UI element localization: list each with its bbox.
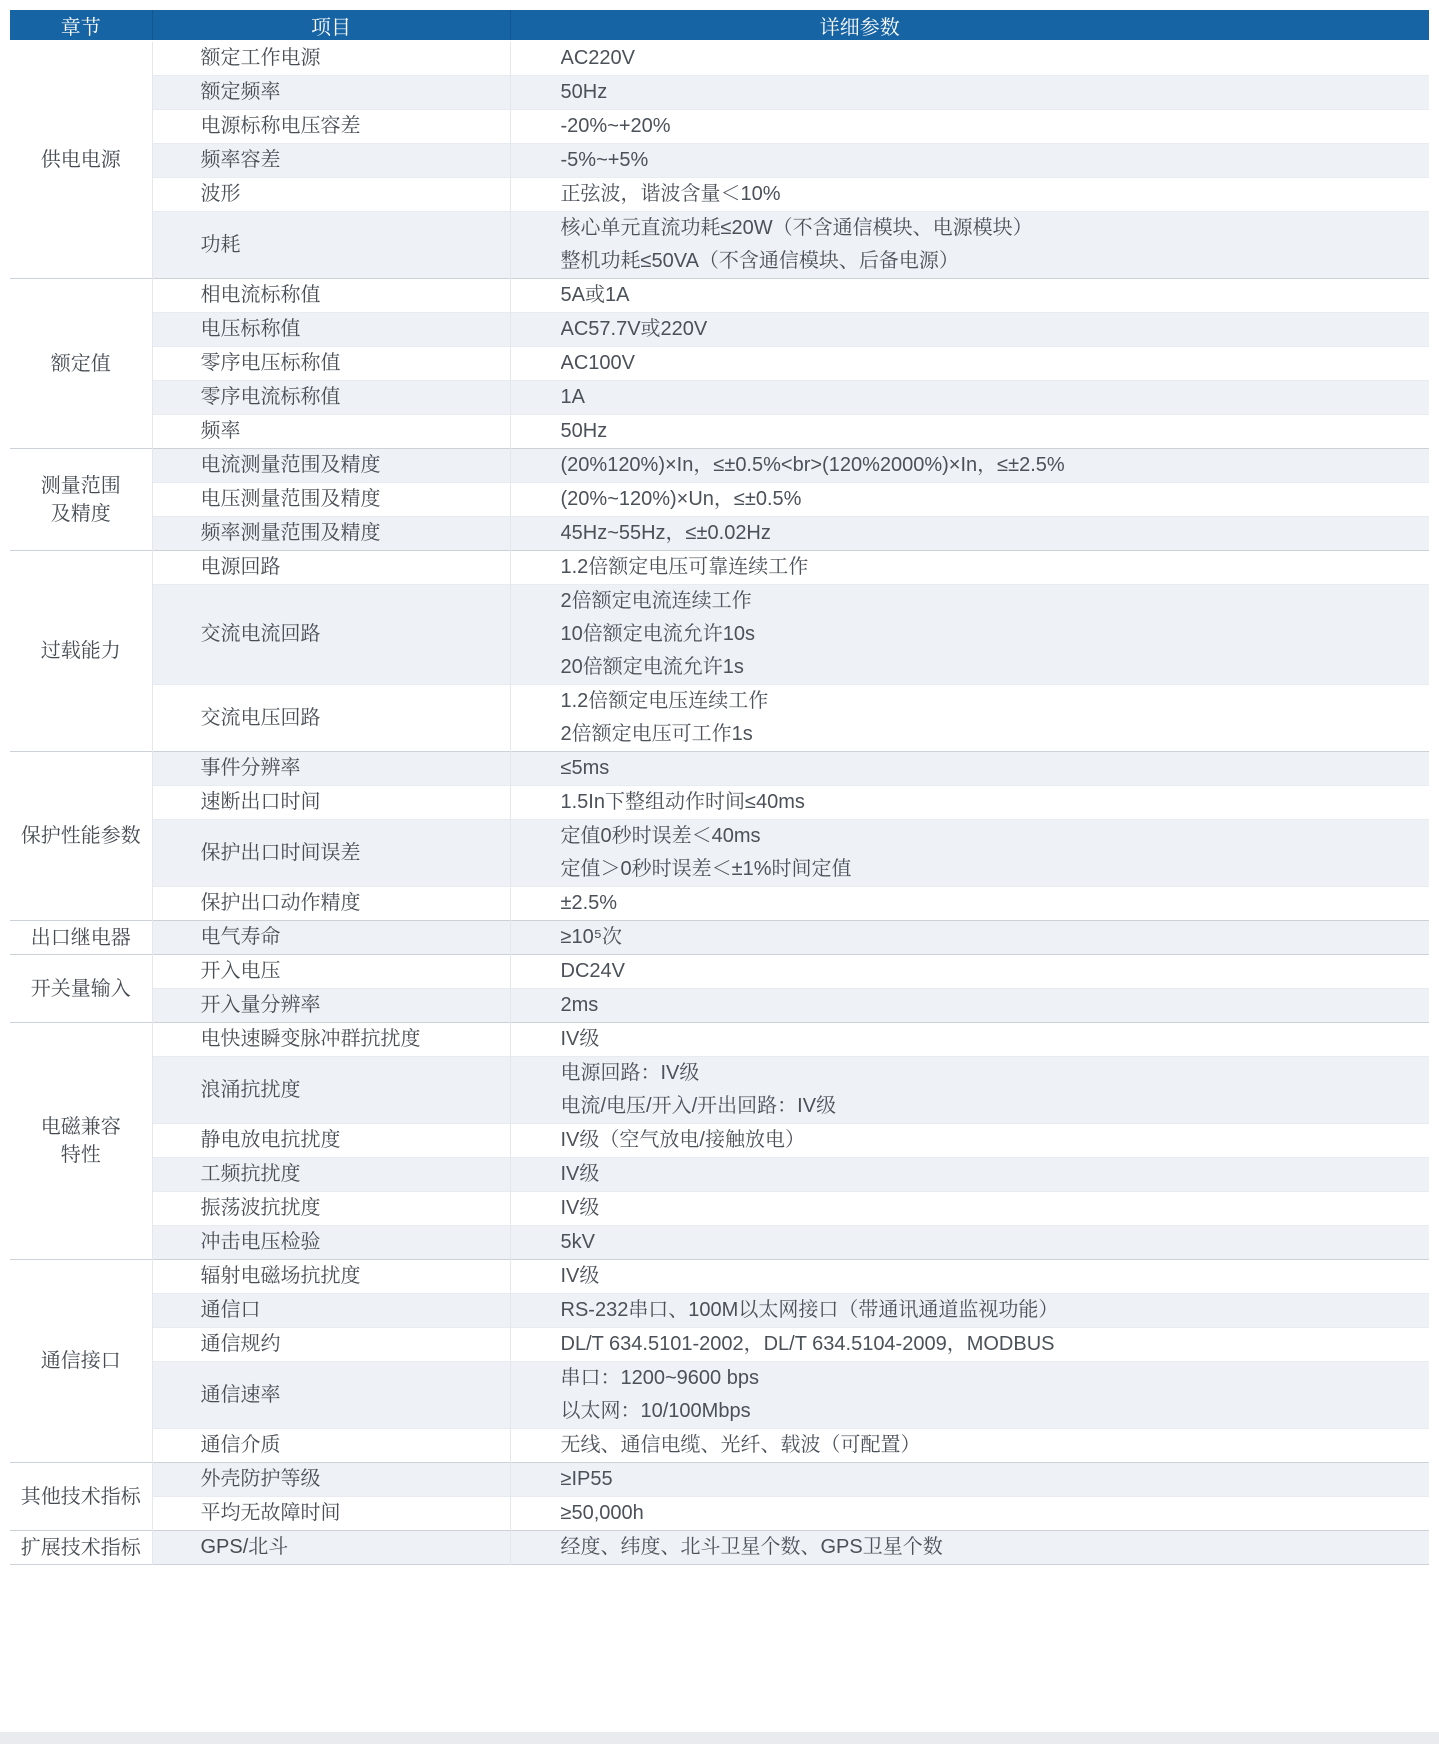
item-label: 辐射电磁场抗扰度 bbox=[200, 1265, 361, 1287]
detail-line: ≤5ms bbox=[560, 757, 610, 779]
section-cell bbox=[10, 921, 152, 955]
detail-cell bbox=[510, 279, 1429, 313]
item-label: 交流电压回路 bbox=[200, 706, 321, 729]
detail-cell bbox=[510, 483, 1429, 517]
item-label: 事件分辨率 bbox=[200, 757, 301, 779]
item-cell bbox=[152, 955, 510, 989]
item-label: 相电流标称值 bbox=[200, 284, 321, 306]
item-cell bbox=[152, 685, 510, 752]
detail-cell bbox=[510, 551, 1429, 585]
item-cell bbox=[152, 415, 510, 449]
item-label: 保护出口动作精度 bbox=[200, 892, 361, 914]
detail-line: ±2.5% bbox=[560, 892, 618, 914]
table-row bbox=[10, 1497, 1429, 1531]
detail-line: 1.5In下整组动作时间≤40ms bbox=[560, 791, 805, 813]
table-row bbox=[10, 1429, 1429, 1463]
item-label: 电压标称值 bbox=[200, 318, 301, 340]
table-row bbox=[10, 1057, 1429, 1124]
item-label: 外壳防护等级 bbox=[200, 1468, 321, 1490]
detail-line: 50Hz bbox=[560, 81, 608, 103]
detail-cell bbox=[510, 1124, 1429, 1158]
item-label: 频率 bbox=[200, 420, 241, 442]
detail-line: 电流/电压/开入/开出回路：IV级 bbox=[560, 1095, 837, 1117]
detail-line: IV级 bbox=[560, 1028, 600, 1050]
detail-cell bbox=[510, 820, 1429, 887]
column-header-item: 项目 bbox=[152, 10, 510, 41]
item-cell bbox=[152, 279, 510, 313]
table-row bbox=[10, 347, 1429, 381]
detail-cell bbox=[510, 347, 1429, 381]
section-cell bbox=[10, 449, 152, 551]
table-row bbox=[10, 279, 1429, 313]
item-label: 频率测量范围及精度 bbox=[200, 522, 381, 544]
section-cell bbox=[10, 1023, 152, 1260]
detail-line: ≥10⁵次 bbox=[560, 926, 623, 948]
detail-line: AC220V bbox=[560, 47, 635, 69]
item-label: 平均无故障时间 bbox=[200, 1502, 341, 1524]
detail-line: 1.2倍额定电压可靠连续工作 bbox=[560, 556, 809, 578]
table-row bbox=[10, 1328, 1429, 1362]
item-cell bbox=[152, 887, 510, 921]
detail-line: RS-232串口、100M以太网接口（带通讯通道监视功能） bbox=[560, 1299, 1059, 1321]
detail-cell bbox=[510, 178, 1429, 212]
detail-cell bbox=[510, 1328, 1429, 1362]
item-cell bbox=[152, 1497, 510, 1531]
item-cell bbox=[152, 76, 510, 110]
column-header-section: 章节 bbox=[10, 10, 152, 41]
table-row bbox=[10, 517, 1429, 551]
item-label: 波形 bbox=[200, 183, 241, 205]
item-cell bbox=[152, 1260, 510, 1294]
section-label-line: 特性 bbox=[60, 1144, 101, 1166]
item-cell bbox=[152, 1328, 510, 1362]
detail-cell bbox=[510, 449, 1429, 483]
table-row bbox=[10, 144, 1429, 178]
spec-table-wrap bbox=[10, 10, 1429, 1565]
item-cell bbox=[152, 110, 510, 144]
section-label-line: 开关量输入 bbox=[30, 977, 131, 1000]
table-row bbox=[10, 449, 1429, 483]
item-cell bbox=[152, 483, 510, 517]
item-label: 额定频率 bbox=[200, 81, 281, 103]
item-label: 静电放电抗扰度 bbox=[200, 1129, 341, 1151]
item-cell bbox=[152, 1294, 510, 1328]
detail-line: 2ms bbox=[560, 994, 599, 1016]
item-cell bbox=[152, 381, 510, 415]
detail-line: IV级 bbox=[560, 1163, 600, 1185]
detail-line: AC100V bbox=[560, 352, 635, 374]
item-label: 通信速率 bbox=[200, 1383, 281, 1406]
detail-line: ≥IP55 bbox=[560, 1468, 613, 1490]
detail-line: 核心单元直流功耗≤20W（不含通信模块、电源模块） bbox=[560, 217, 1033, 239]
detail-cell bbox=[510, 1158, 1429, 1192]
detail-cell bbox=[510, 585, 1429, 685]
detail-cell bbox=[510, 110, 1429, 144]
detail-line: 20倍额定电流允许1s bbox=[560, 656, 744, 678]
detail-cell bbox=[510, 752, 1429, 786]
detail-cell bbox=[510, 517, 1429, 551]
detail-line: DL/T 634.5101-2002，DL/T 634.5104-2009，MODBUS bbox=[560, 1333, 1055, 1355]
detail-cell bbox=[510, 76, 1429, 110]
item-label: 振荡波抗扰度 bbox=[200, 1197, 321, 1219]
item-label: 电流测量范围及精度 bbox=[200, 454, 381, 476]
detail-line: 无线、通信电缆、光纤、载波（可配置） bbox=[560, 1434, 921, 1456]
detail-cell bbox=[510, 1057, 1429, 1124]
spec-table bbox=[10, 10, 1429, 1565]
section-label-line: 额定值 bbox=[50, 352, 111, 375]
section-label-line: 其他技术指标 bbox=[20, 1485, 141, 1508]
table-row bbox=[10, 110, 1429, 144]
section-label-line: 扩展技术指标 bbox=[20, 1536, 141, 1559]
detail-line: (20%~120%)×Un，≤±0.5% bbox=[560, 488, 802, 510]
detail-line: 经度、纬度、北斗卫星个数、GPS卫星个数 bbox=[560, 1536, 943, 1558]
detail-line: IV级（空气放电/接触放电） bbox=[560, 1129, 805, 1151]
table-row bbox=[10, 955, 1429, 989]
table-row bbox=[10, 921, 1429, 955]
item-label: 额定工作电源 bbox=[200, 47, 321, 69]
detail-cell bbox=[510, 1023, 1429, 1057]
item-cell bbox=[152, 178, 510, 212]
item-label: 电快速瞬变脉冲群抗扰度 bbox=[200, 1028, 421, 1050]
item-cell bbox=[152, 1158, 510, 1192]
table-row bbox=[10, 1463, 1429, 1497]
detail-cell bbox=[510, 381, 1429, 415]
detail-cell bbox=[510, 685, 1429, 752]
table-row bbox=[10, 381, 1429, 415]
section-cell bbox=[10, 1463, 152, 1531]
item-cell bbox=[152, 347, 510, 381]
item-cell bbox=[152, 517, 510, 551]
table-row bbox=[10, 1294, 1429, 1328]
section-label-line: 及精度 bbox=[50, 502, 111, 525]
item-cell bbox=[152, 585, 510, 685]
section-label-line: 测量范围 bbox=[40, 474, 121, 497]
item-cell bbox=[152, 786, 510, 820]
detail-cell bbox=[510, 955, 1429, 989]
detail-line: 5A或1A bbox=[560, 284, 630, 306]
item-label: 电源回路 bbox=[200, 556, 281, 578]
detail-line: ≥50,000h bbox=[560, 1502, 644, 1524]
table-row bbox=[10, 1158, 1429, 1192]
section-label-line: 供电电源 bbox=[40, 149, 121, 171]
item-label: 电压测量范围及精度 bbox=[200, 488, 381, 510]
table-row bbox=[10, 313, 1429, 347]
item-label: 交流电流回路 bbox=[200, 623, 321, 645]
detail-cell bbox=[510, 1294, 1429, 1328]
table-row bbox=[10, 820, 1429, 887]
bottom-strip bbox=[0, 1732, 1439, 1744]
detail-cell bbox=[510, 1192, 1429, 1226]
table-row bbox=[10, 483, 1429, 517]
item-label: GPS/北斗 bbox=[200, 1536, 289, 1558]
detail-cell bbox=[510, 1362, 1429, 1429]
item-cell bbox=[152, 212, 510, 279]
table-row bbox=[10, 685, 1429, 752]
detail-line: IV级 bbox=[560, 1265, 600, 1287]
table-row bbox=[10, 76, 1429, 110]
item-cell bbox=[152, 1531, 510, 1565]
item-cell bbox=[152, 551, 510, 585]
item-cell bbox=[152, 989, 510, 1023]
detail-cell bbox=[510, 887, 1429, 921]
detail-line: 定值0秒时误差＜40ms bbox=[560, 825, 761, 847]
detail-line: 2倍额定电流连续工作 bbox=[560, 590, 752, 612]
item-label: 功耗 bbox=[200, 233, 241, 256]
table-row bbox=[10, 1192, 1429, 1226]
detail-line: 串口：1200~9600 bps bbox=[560, 1367, 759, 1389]
table-row bbox=[10, 1023, 1429, 1057]
item-label: 浪涌抗扰度 bbox=[200, 1078, 301, 1101]
section-label-line: 出口继电器 bbox=[30, 926, 131, 949]
item-cell bbox=[152, 1463, 510, 1497]
table-row bbox=[10, 212, 1429, 279]
detail-cell bbox=[510, 212, 1429, 279]
section-cell bbox=[10, 551, 152, 752]
table-header-row bbox=[10, 10, 1429, 41]
item-cell bbox=[152, 1192, 510, 1226]
item-label: 保护出口时间误差 bbox=[200, 841, 361, 864]
detail-cell bbox=[510, 313, 1429, 347]
table-row bbox=[10, 752, 1429, 786]
item-cell bbox=[152, 1362, 510, 1429]
table-row bbox=[10, 1124, 1429, 1158]
item-cell bbox=[152, 1023, 510, 1057]
item-cell bbox=[152, 1429, 510, 1463]
detail-line: IV级 bbox=[560, 1197, 600, 1219]
item-cell bbox=[152, 41, 510, 76]
detail-line: 1.2倍额定电压连续工作 bbox=[560, 690, 769, 712]
table-row bbox=[10, 887, 1429, 921]
detail-line: 50Hz bbox=[560, 420, 608, 442]
detail-line: 5kV bbox=[560, 1231, 595, 1253]
section-label-line: 电磁兼容 bbox=[40, 1116, 121, 1138]
detail-cell bbox=[510, 1463, 1429, 1497]
item-label: 通信口 bbox=[200, 1299, 261, 1321]
item-label: 通信规约 bbox=[200, 1333, 281, 1355]
item-label: 工频抗扰度 bbox=[200, 1163, 301, 1185]
section-cell bbox=[10, 1260, 152, 1463]
detail-line: 以太网：10/100Mbps bbox=[560, 1400, 751, 1422]
section-label-line: 保护性能参数 bbox=[20, 825, 141, 847]
detail-cell bbox=[510, 921, 1429, 955]
detail-cell bbox=[510, 989, 1429, 1023]
section-cell bbox=[10, 41, 152, 279]
detail-line: -5%~+5% bbox=[560, 149, 649, 171]
item-label: 电气寿命 bbox=[200, 926, 281, 948]
detail-line: (20%120%)×In，≤±0.5%<br>(120%2000%)×In，≤±2.5% bbox=[560, 454, 1065, 476]
section-label-line: 过载能力 bbox=[40, 640, 121, 662]
item-cell bbox=[152, 820, 510, 887]
detail-cell bbox=[510, 1531, 1429, 1565]
item-cell bbox=[152, 1124, 510, 1158]
item-label: 零序电流标称值 bbox=[200, 386, 341, 408]
item-cell bbox=[152, 313, 510, 347]
item-cell bbox=[152, 752, 510, 786]
detail-line: 整机功耗≤50VA（不含通信模块、后备电源） bbox=[560, 250, 959, 272]
table-row bbox=[10, 1226, 1429, 1260]
section-cell bbox=[10, 279, 152, 449]
section-label-line: 通信接口 bbox=[40, 1350, 121, 1372]
detail-line: 1A bbox=[560, 386, 585, 408]
table-row bbox=[10, 415, 1429, 449]
table-row bbox=[10, 178, 1429, 212]
detail-line: 正弦波，谐波含量＜10% bbox=[560, 183, 781, 205]
table-row bbox=[10, 1531, 1429, 1565]
table-row bbox=[10, 1362, 1429, 1429]
detail-line: 10倍额定电流允许10s bbox=[560, 623, 755, 645]
item-label: 开入量分辨率 bbox=[200, 994, 321, 1016]
detail-cell bbox=[510, 41, 1429, 76]
detail-line: 45Hz~55Hz，≤±0.02Hz bbox=[560, 522, 771, 544]
section-cell bbox=[10, 752, 152, 921]
table-row bbox=[10, 551, 1429, 585]
item-label: 零序电压标称值 bbox=[200, 352, 341, 374]
item-cell bbox=[152, 449, 510, 483]
item-label: 电源标称电压容差 bbox=[200, 115, 361, 137]
detail-cell bbox=[510, 415, 1429, 449]
item-cell bbox=[152, 1057, 510, 1124]
item-cell bbox=[152, 1226, 510, 1260]
detail-line: AC57.7V或220V bbox=[560, 318, 708, 340]
detail-cell bbox=[510, 1429, 1429, 1463]
detail-line: -20%~+20% bbox=[560, 115, 671, 137]
table-row bbox=[10, 786, 1429, 820]
item-label: 冲击电压检验 bbox=[200, 1231, 321, 1253]
table-row bbox=[10, 585, 1429, 685]
detail-cell bbox=[510, 1226, 1429, 1260]
section-cell bbox=[10, 955, 152, 1023]
detail-cell bbox=[510, 786, 1429, 820]
detail-cell bbox=[510, 144, 1429, 178]
item-cell bbox=[152, 144, 510, 178]
detail-cell bbox=[510, 1497, 1429, 1531]
detail-line: 定值＞0秒时误差＜±1%时间定值 bbox=[560, 858, 852, 880]
table-row bbox=[10, 1260, 1429, 1294]
item-label: 开入电压 bbox=[200, 960, 281, 982]
item-label: 频率容差 bbox=[200, 149, 281, 171]
section-cell bbox=[10, 1531, 152, 1565]
item-label: 通信介质 bbox=[200, 1434, 281, 1456]
item-cell bbox=[152, 921, 510, 955]
table-row bbox=[10, 41, 1429, 76]
table-row bbox=[10, 989, 1429, 1023]
item-label: 速断出口时间 bbox=[200, 791, 321, 813]
detail-line: DC24V bbox=[560, 960, 625, 982]
detail-line: 电源回路：IV级 bbox=[560, 1062, 700, 1084]
spec-table-body bbox=[10, 41, 1429, 1565]
detail-cell bbox=[510, 1260, 1429, 1294]
detail-line: 2倍额定电压可工作1s bbox=[560, 723, 753, 745]
column-header-detail: 详细参数 bbox=[510, 10, 1429, 41]
